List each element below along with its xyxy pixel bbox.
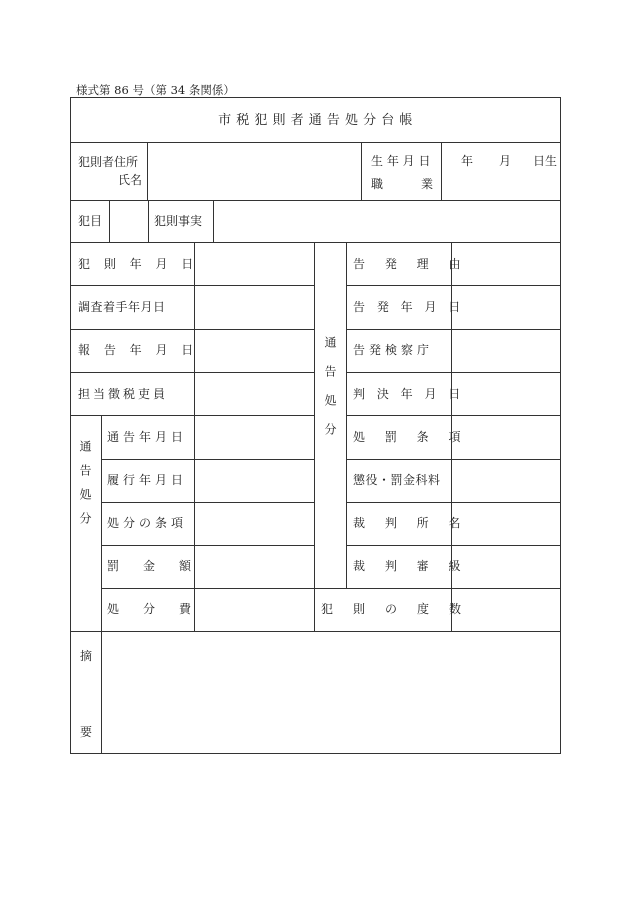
performance-date-label: 履行年月日 [107,473,188,487]
violation-facts-label: 犯則事実 [154,214,203,228]
column-divider [148,200,149,242]
name-label: 氏名 [118,173,143,187]
report-date-label: 報 告 年 月 日 [78,343,199,357]
clause-label: 処分の条項 [107,516,188,530]
row-divider [314,588,560,589]
occupation-label-2: 業 [421,177,434,191]
row-divider [101,459,314,460]
column-divider [314,242,315,631]
remarks-label-bottom: 要 [80,725,93,739]
severity-label: 犯 則 の 度 数 [321,602,466,616]
officer-label: 担当徴税吏員 [78,387,169,401]
column-divider [101,415,102,631]
fine-label: 罰 金 額 [107,559,198,573]
column-divider [361,142,362,200]
row-divider [346,459,560,460]
occupation-label: 職 [371,177,384,191]
penalty-clause-label: 処 罰 条 項 [353,430,469,444]
row-divider [71,285,314,286]
notice-date-label: 通告年月日 [107,430,188,444]
prosecutor-office-label: 告発検察庁 [353,343,434,357]
remarks-field[interactable] [102,632,559,752]
violation-date-label: 犯 則 年 月 日 [78,257,199,271]
address-label: 犯則者住所 [78,155,139,169]
birthdate-month: 月 [499,154,512,168]
instance-label: 裁 判 審 級 [353,559,469,573]
column-divider [441,142,442,200]
row-divider [71,329,314,330]
ledger-form [70,97,561,754]
row-divider [346,329,560,330]
row-divider [71,372,314,373]
column-divider [346,242,347,588]
crime-item-field[interactable] [110,201,147,241]
address-name-field[interactable] [148,143,360,199]
crime-item-label: 犯目 [78,214,103,228]
court-label: 裁 判 所 名 [353,516,469,530]
penalty-label: 懲役・罰金科料 [353,473,441,487]
row-divider [101,545,314,546]
fee-label: 処 分 費 [107,602,198,616]
birthdate-label: 生 年 月 日 [371,154,431,168]
row-divider [346,372,560,373]
birthdate-day: 日生 [533,154,558,168]
row-divider [71,415,314,416]
row-divider [346,415,560,416]
violation-facts-field[interactable] [214,201,559,241]
row-divider [101,588,314,589]
row-divider [346,285,560,286]
notice-group-label: 通告処分 [78,440,92,536]
row-divider [346,502,560,503]
investigation-start-label: 調査着手年月日 [78,300,166,314]
birthdate-year: 年 [461,154,474,168]
form-title: 市 税 犯 則 者 通 告 処 分 台 帳 [218,113,413,128]
accusation-date-label: 告 発 年 月 日 [353,300,465,314]
remarks-label-top: 摘 [80,649,93,663]
row-divider [101,502,314,503]
judgment-date-label: 判 決 年 月 日 [353,387,465,401]
row-divider [346,545,560,546]
center-notice-label: 通告処分 [323,336,337,452]
accusation-reason-label: 告 発 理 由 [353,257,469,271]
row-divider [71,242,560,243]
form-number: 様式第 86 号（第 34 条関係） [76,83,235,97]
